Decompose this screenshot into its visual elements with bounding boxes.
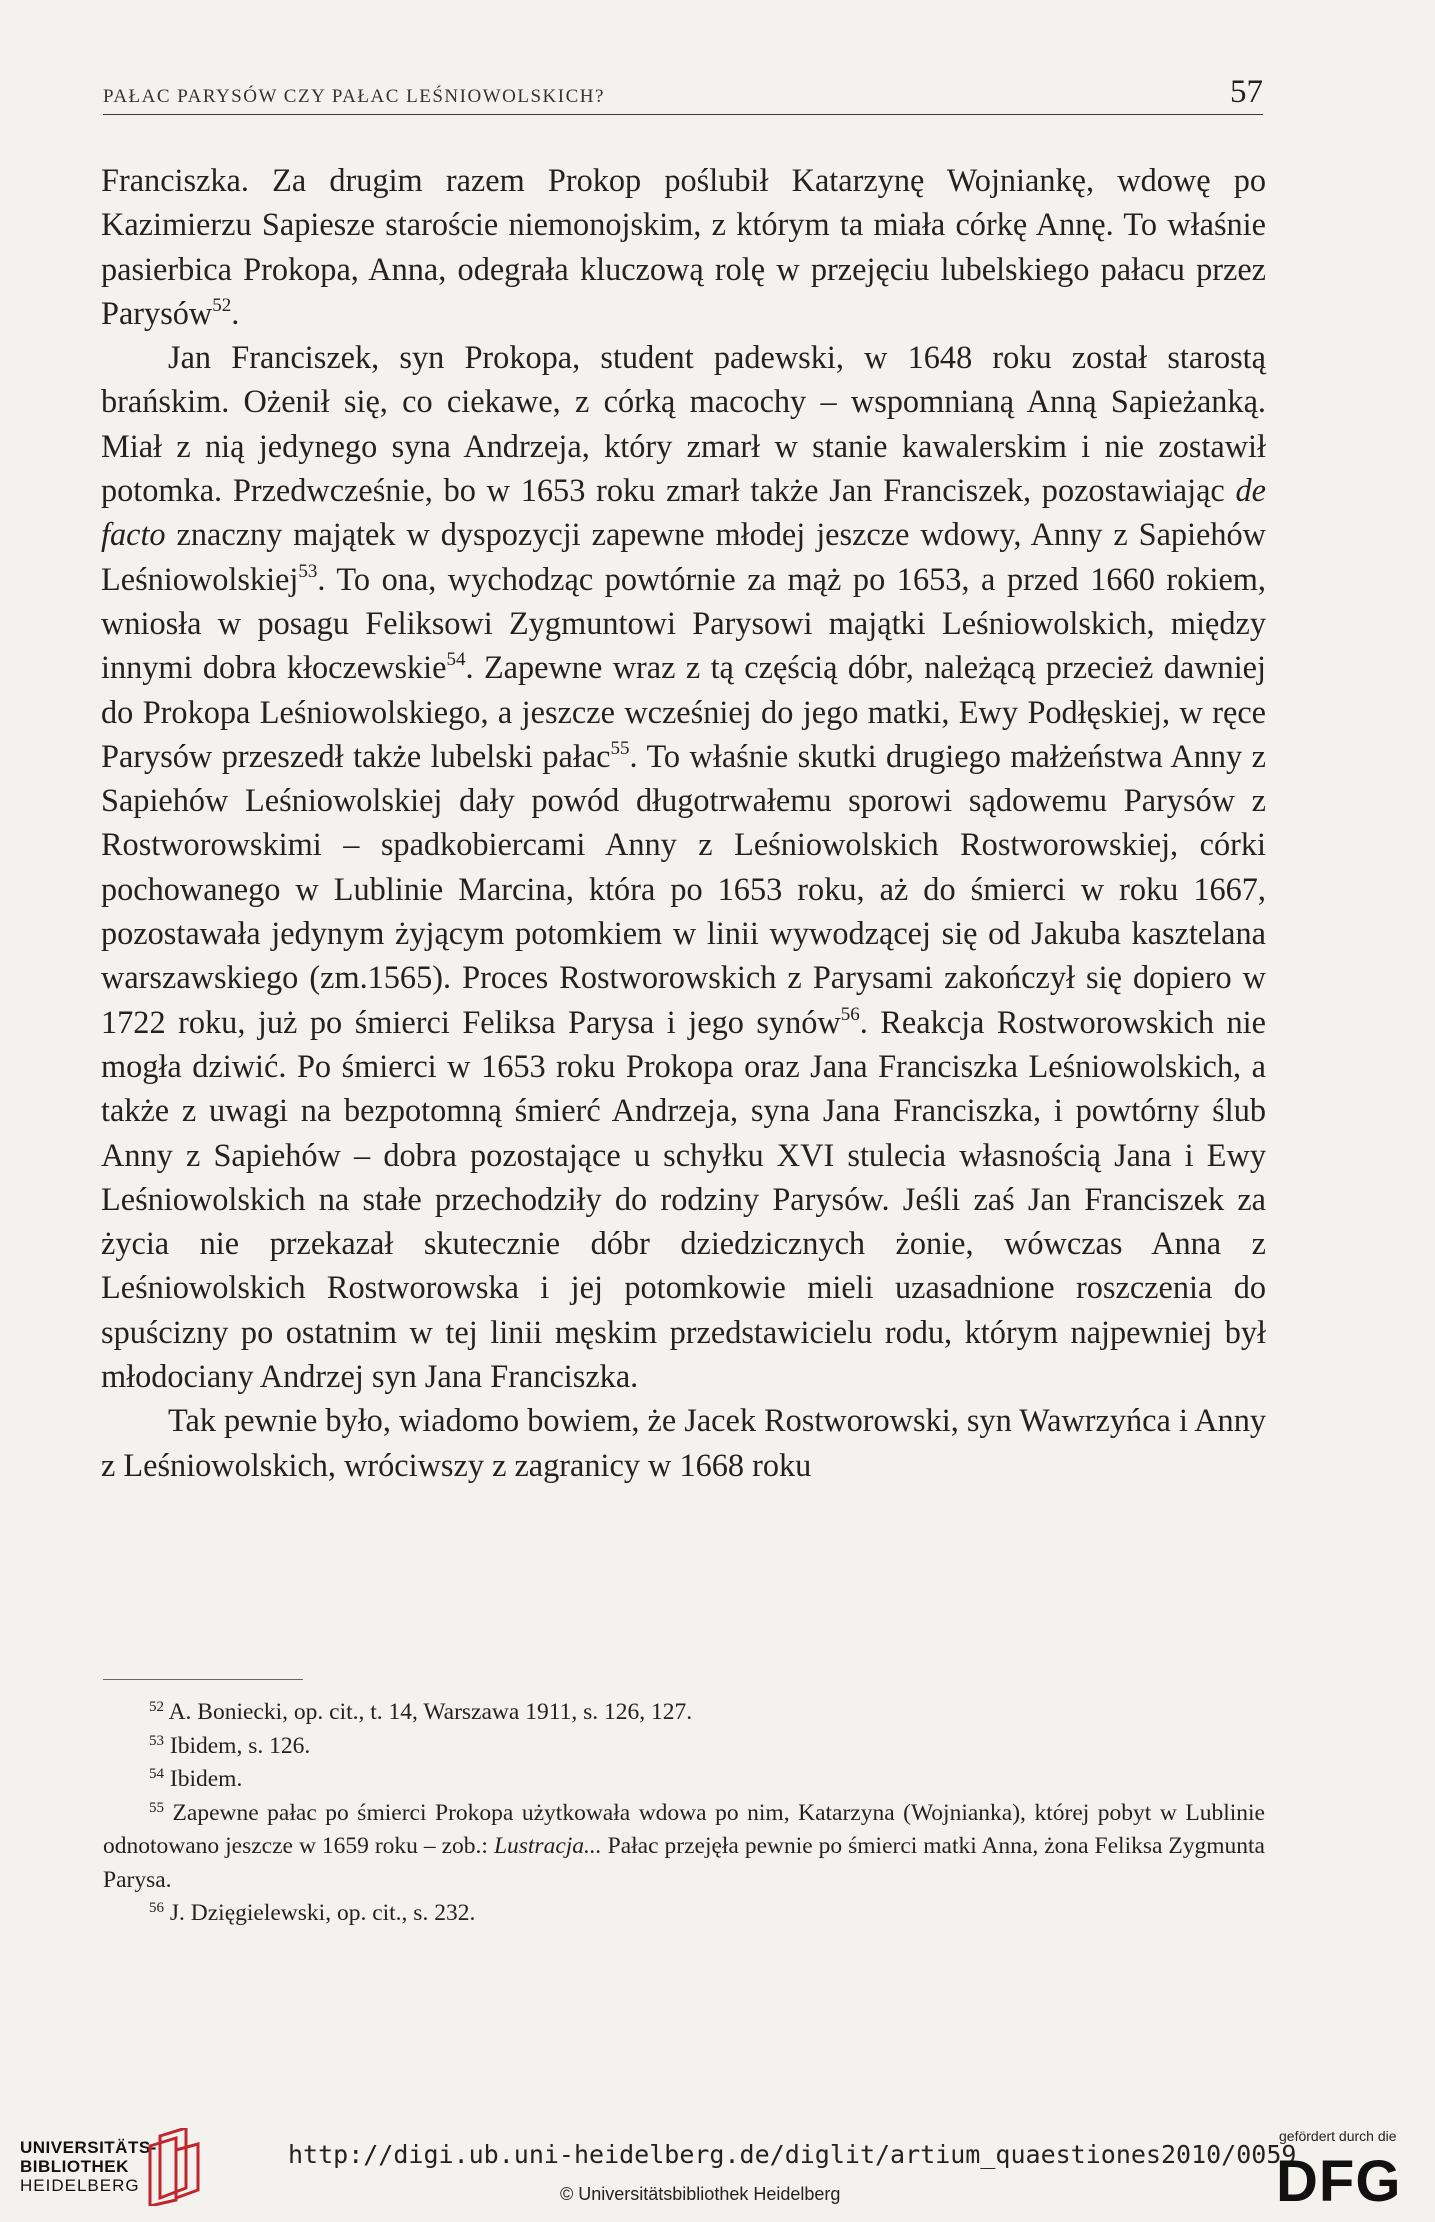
footnotes bbox=[103, 1696, 1265, 1931]
paragraph-1 bbox=[101, 158, 1266, 335]
italic-de-facto: de facto bbox=[101, 472, 1266, 553]
footnote-number: 54 bbox=[149, 1766, 164, 1782]
footnote-ref-56[interactable]: 56 bbox=[840, 1003, 860, 1025]
footnote-52 bbox=[103, 1696, 1265, 1730]
footnote-text: Ibidem, s. 126. bbox=[164, 1732, 311, 1759]
library-name-line-1: UNIVERSITÄTS- bbox=[20, 2138, 157, 2157]
digitization-footer bbox=[0, 2110, 1435, 2222]
paragraph-2-text-a: Jan Franciszek, syn Prokopa, student padewski, w 1648 roku został starostą brańskim. Ożenił się, co ciekawe, z córką macochy – wspomnianą Anną Sapieżanką. Miał z nią jedynego syna Andrzeja, który zmarł w stanie kawalerskim i nie zostawił potomka. Przedwcześnie, bo w 1653 roku zmarł także Jan Franciszek, pozostawiając bbox=[101, 339, 1266, 509]
paragraph-2-text-d: . Zapewne wraz z tą częścią dóbr, należącą przecież dawniej do Prokopa Leśniowolskiego, a jeszcze wcześniej do jego matki, Ewy Podłęskiej, w ręce Parysów przeszedł także lubelski pałac bbox=[101, 649, 1266, 774]
page-number: 57 bbox=[1230, 74, 1263, 110]
paragraph-2 bbox=[101, 335, 1266, 1398]
page-header bbox=[103, 74, 1263, 115]
footnote-number: 56 bbox=[149, 1900, 164, 1916]
footnote-ref-52[interactable]: 52 bbox=[212, 294, 232, 316]
source-url-link[interactable]: http://digi.ub.uni-heidelberg.de/diglit/artium_quaestiones2010/0059 bbox=[288, 2140, 1297, 2169]
footnote-55 bbox=[103, 1797, 1265, 1898]
copyright-notice: © Universitätsbibliothek Heidelberg bbox=[560, 2184, 841, 2204]
footnote-ref-55[interactable]: 55 bbox=[610, 737, 630, 759]
main-text bbox=[101, 158, 1266, 1487]
footnote-number: 55 bbox=[149, 1799, 164, 1816]
footnote-italic-title: Lustracja... bbox=[493, 1833, 602, 1859]
library-emblem-icon bbox=[146, 2128, 204, 2206]
paragraph-2-text-c: . To ona, wychodząc powtórnie za mąż po 1653, a przed 1660 rokiem, wniosła w posagu Feliksowi Zygmuntowi Parysowi majątki Leśniowolskich, między innymi dobra kłoczewskie bbox=[101, 560, 1266, 686]
library-name-line-3: HEIDELBERG bbox=[20, 2176, 140, 2195]
footnote-separator bbox=[103, 1679, 303, 1680]
footnote-ref-53[interactable]: 53 bbox=[298, 560, 318, 582]
footnote-ref-54[interactable]: 54 bbox=[446, 649, 466, 671]
footnote-number: 52 bbox=[149, 1699, 164, 1715]
paragraph-1-text: Franciszka. Za drugim razem Prokop poślubił Katarzynę Wojniankę, wdowę po Kazimierzu Sapiesze staroście niemonojskim, z którym ta miała córkę Annę. To właśnie pasierbica Prokopa, Anna, odegrała kluczową rolę w przejęciu lubelskiego pałacu przez Parysów bbox=[101, 162, 1266, 331]
footnote-number: 53 bbox=[149, 1732, 164, 1749]
footnote-text: J. Dzięgielewski, op. cit., s. 232. bbox=[164, 1900, 476, 1926]
dfg-logo: DFG bbox=[1276, 2149, 1402, 2214]
footnote-54 bbox=[103, 1763, 1265, 1797]
footnote-53 bbox=[103, 1730, 1265, 1764]
dfg-caption: gefördert durch die bbox=[1279, 2128, 1397, 2144]
running-title: PAŁAC PARYSÓW CZY PAŁAC LEŚNIOWOLSKICH? bbox=[103, 86, 605, 107]
paragraph-2-text-e: . To właśnie skutki drugiego małżeństwa Anny z Sapiehów Leśniowolskiej dały powód długotrwałemu sporowi sądowemu Parysów z Rostworowskimi – spadkobiercami Anny z Leśniowolskich Rostworowskiej, córki pochowanego w Lublinie Marcina, która po 1653 roku, aż do śmierci w roku 1667, pozostawała jedynym żyjącym potomkiem w linii wywodzącej się od Jakuba kasztelana warszawskiego (zm.1565). Proces Rostworowskich z Parysami zakończył się dopiero w 1722 roku, już po śmierci Feliksa Parysa i jego synów bbox=[101, 737, 1266, 1040]
footnote-text: Zapewne pałac po śmierci Prokopa użytkowała wdowa po nim, Katarzyna (Wojnianka), której pobyt w Lublinie odnotowano jeszcze w 1659 roku – zob.: bbox=[103, 1799, 1265, 1859]
paragraph-1-end: . bbox=[231, 294, 240, 331]
library-name-line-2: BIBLIOTHEK bbox=[20, 2157, 129, 2176]
library-logo-text bbox=[20, 2138, 157, 2195]
footnote-text: Pałac przejęła pewnie po śmierci matki Anna, żona Feliksa Zygmunta Parysa. bbox=[103, 1833, 1265, 1893]
footnote-56 bbox=[103, 1897, 1265, 1931]
footnote-text: A. Boniecki, op. cit., t. 14, Warszawa 1911, s. 126, 127. bbox=[164, 1699, 693, 1725]
paragraph-2-text-b: znaczny majątek w dyspozycji zapewne młodej jeszcze wdowy, Anny z Sapiehów Leśniowolskiej bbox=[101, 516, 1266, 597]
paragraph-2-text-f: . Reakcja Rostworowskich nie mogła dziwić. Po śmierci w 1653 roku Prokopa oraz Jana Franciszka Leśniowolskich, a także z uwagi na bezpotomną śmierć Andrzeja, syna Jana Franciszka, i powtórny ślub Anny z Sapiehów – dobra pozostające u schyłku XVI stulecia własnością Jana i Ewy Leśniowolskich na stałe przechodziły do rodziny Parysów. Jeśli zaś Jan Franciszek za życia nie przekazał skutecznie dóbr dziedzicznych żonie, wówczas Anna z Leśniowolskich Rostworowska i jej potomkowie mieli uzasadnione roszczenia do spuścizny po ostatnim w tej linii męskim przedstawicielu rodu, którym najpewniej był młodociany Andrzej syn Jana Franciszka. bbox=[101, 1003, 1266, 1395]
paragraph-3: Tak pewnie było, wiadomo bowiem, że Jacek Rostworowski, syn Wawrzyńca i Anny z Leśniowolskich, wróciwszy z zagranicy w 1668 roku bbox=[101, 1402, 1266, 1483]
footnote-text: Ibidem. bbox=[164, 1766, 243, 1792]
